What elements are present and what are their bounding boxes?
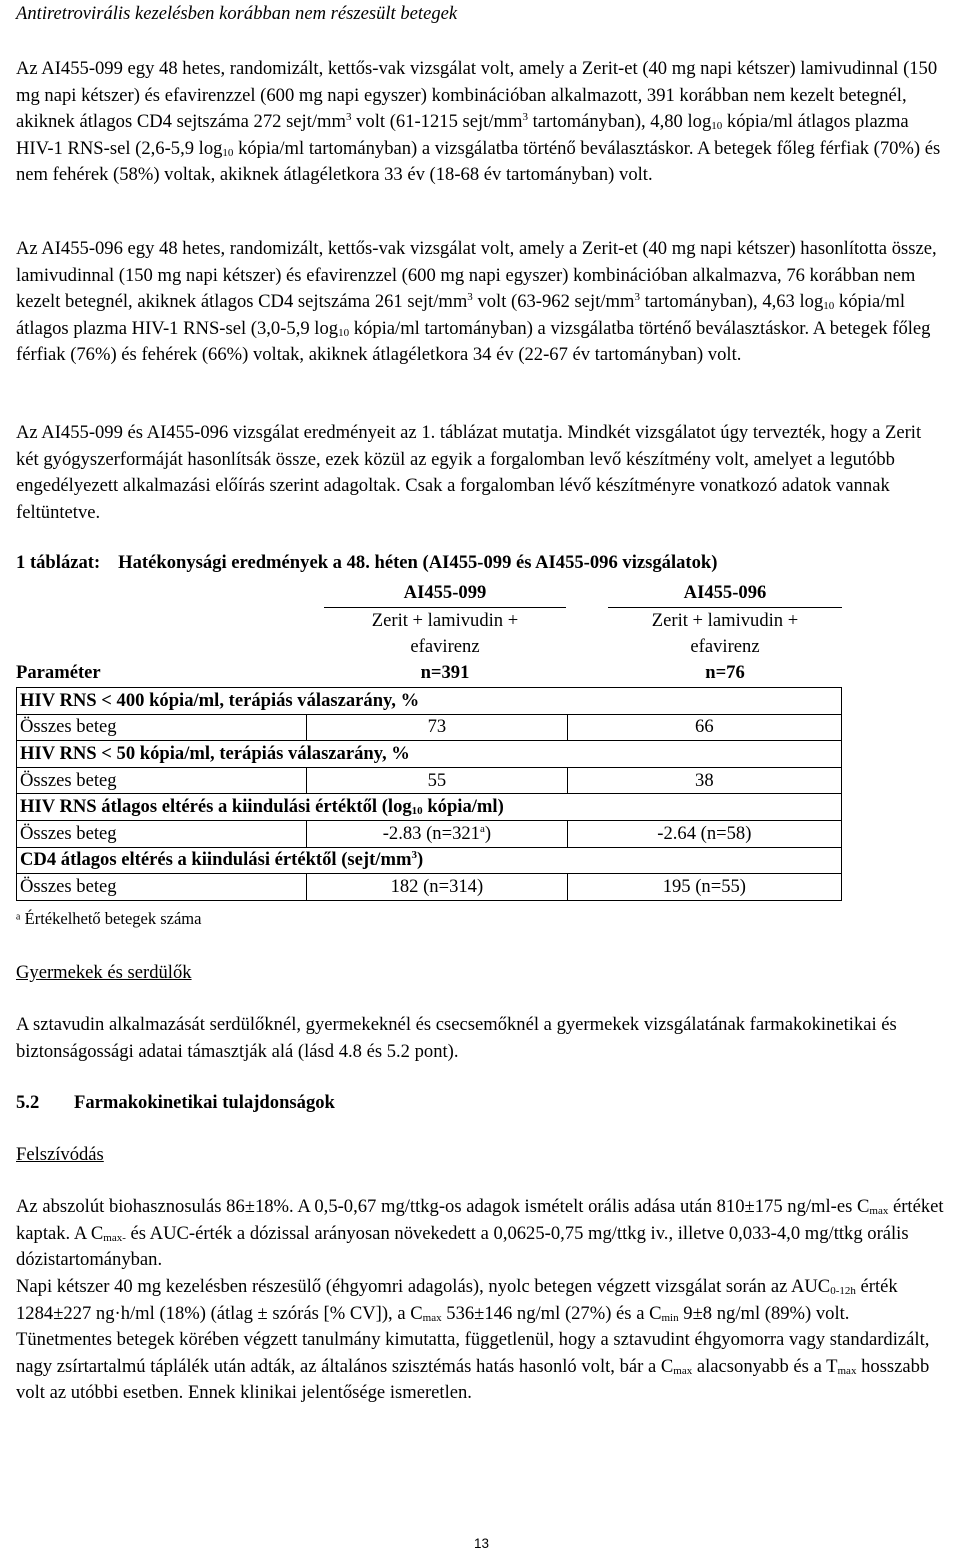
- column-header-regimen: efavirenz: [690, 636, 760, 657]
- text-run: érték 1284±227 ng·h/ml (18%) (átlag ± szórás [% CV]), a C: [16, 1276, 898, 1324]
- superscript: 3: [467, 291, 473, 303]
- subscript: 0-12h: [830, 1285, 856, 1297]
- text-run: 536±146 ng/ml (27%) és a C: [441, 1302, 662, 1324]
- table-section-label: [17, 794, 842, 821]
- text-run: kópia/ml): [422, 796, 504, 818]
- subscript: 10: [411, 805, 423, 818]
- table-row: [17, 714, 842, 741]
- table-caption-label: 1 táblázat:: [16, 552, 101, 573]
- subscript: max: [869, 1205, 889, 1217]
- table-cell-value: [307, 820, 568, 847]
- column-header-n: n=76: [705, 662, 745, 683]
- table-row: [17, 820, 842, 847]
- column-header-parameter: Paraméter: [16, 662, 101, 683]
- results-intro-paragraph: Az AI455-099 és AI455-096 vizsgálat eredményeit az 1. táblázat mutatja. Mindkét vizsgálatot úgy tervezték, hogy a Zerit két gyógyszerformáját hasonlítsák össze, ezek közül az egyik a forgalomban levő készítmény volt, amelyet a legutóbb engedélyezett alkalmazási előírás szerint adagoltak. Csak a forgalomban lévő készítményre vonatkozó adatok vannak feltüntetve.: [16, 422, 922, 523]
- column-header-regimen: Zerit + lamivudin +: [371, 610, 519, 631]
- subscript: min: [661, 1311, 679, 1324]
- text-run: volt (63-962 sejt/mm: [472, 291, 635, 312]
- table-cell-value: 38: [567, 767, 841, 794]
- section-title: Farmakokinetikai tulajdonságok: [74, 1092, 335, 1113]
- table-cell-label: Összes beteg: [17, 714, 307, 741]
- table-caption: [16, 550, 717, 576]
- table-section-row: [17, 688, 842, 715]
- table-cell-label: Összes beteg: [17, 767, 307, 794]
- text-run: volt (61-1215 sejt/mm: [351, 111, 523, 132]
- text-run: alacsonyabb és a T: [692, 1355, 838, 1377]
- text-run: kópia/ml tartományban) a vizsgálatba történő beválasztáskor. A betegek főleg férfiak (76%) és fehérek (66%) voltak, akiknek átlagéletkora 34 év (22-67 év tartományban) volt.: [16, 317, 931, 365]
- table-row: [17, 767, 842, 794]
- text-run: Az abszolút biohasznosulás 86±18%. A 0,5-0,67 mg/ttkg-os adagok ismételt orális adása után 810±175 ng/ml-es C: [16, 1196, 870, 1217]
- table-section-row: [17, 794, 842, 821]
- table-row: [17, 874, 842, 901]
- text-run: Napi kétszer 40 mg kezelésben részesülő (éhgyomri adagolás), nyolc betegen végzett vizsgálat során az AUC: [16, 1276, 831, 1297]
- text-run: és AUC-érték a dózissal arányosan növekedett a 0,0625-0,75 mg/ttkg iv., illetve 0,033-4,0 mg/ttkg orális dózistartományban.: [16, 1222, 909, 1270]
- table-cell-value: -2.64 (n=58): [567, 820, 841, 847]
- table-section-row: [17, 847, 842, 874]
- column-header-study-099: AI455-099: [403, 582, 487, 603]
- study-099-paragraph: [16, 56, 944, 189]
- efficacy-table-grid: [16, 687, 842, 901]
- table-cell-label: Összes beteg: [17, 874, 307, 901]
- subscript: max: [673, 1364, 693, 1377]
- superscript: 3: [411, 849, 417, 862]
- text-run: -2.83 (n=321: [382, 822, 480, 844]
- text-run: Az AI455-099 egy 48 hetes, randomizált, kettős-vak vizsgálat volt, amely a Zerit-et (40 mg napi kétszer) lamivudinnal (150 mg napi kétszer) és efavirenzzel (600 mg napi egyszer) kombinációban alkalmazott, 391 korábban nem kezelt betegnél, akiknek átlagos CD4 sejtszáma 272 sejt/mm: [16, 58, 938, 132]
- column-header-study-096: AI455-096: [683, 582, 767, 603]
- table-cell-value: 195 (n=55): [567, 874, 841, 901]
- table-cell-value: 182 (n=314): [307, 874, 568, 901]
- column-header-n: n=391: [420, 662, 470, 683]
- table-footnote: ᵃ Értékelhető betegek száma: [16, 909, 202, 928]
- superscript: 3: [522, 111, 528, 123]
- text-run: hosszabb volt az utóbbi esetben. Ennek klinikai jelentősége ismeretlen.: [16, 1355, 930, 1403]
- table-cell-value: 73: [307, 714, 568, 741]
- subscript: 10: [338, 326, 350, 339]
- table-cell-value: 55: [307, 767, 568, 794]
- text-run: ): [416, 849, 424, 871]
- page-header-title: Antiretrovirális kezelésben korábban nem részesült betegek: [16, 3, 458, 24]
- subscript: 10: [823, 300, 835, 312]
- children-paragraph: A sztavudin alkalmazását serdülőknél, gyermekeknél és csecsemőknél a gyermekek vizsgálatának farmakokinetikai és biztonságossági adatai támasztják alá (lásd 4.8 és 5.2 pont).: [16, 1014, 897, 1062]
- subscript: 10: [711, 120, 723, 132]
- children-heading: Gyermekek és serdülők: [16, 962, 192, 983]
- text-run: Az AI455-096 egy 48 hetes, randomizált, kettős-vak vizsgálat volt, amely a Zerit-et (40 mg napi kétszer) hasonlította össze, lamivudinnal (150 mg napi kétszer) és efavirenzzel (600 mg napi egyszer) kombinációban alkalmazva, 76 korábban nem kezelt betegnél, akiknek átlagos CD4 sejtszáma 261 sejt/mm: [16, 238, 937, 312]
- text-run: kópia/ml átlagos plazma HIV-1 RNS-sel (3,0-5,9 log: [16, 291, 906, 339]
- section-heading: [16, 1090, 335, 1116]
- page-number: 13: [474, 1536, 490, 1551]
- column-header-regimen: Zerit + lamivudin +: [651, 610, 799, 631]
- study-096-paragraph: [16, 236, 944, 369]
- table-section-label: [17, 847, 842, 874]
- bioavailability-paragraph: [16, 1194, 944, 1274]
- text-run: CD4 átlagos eltérés a kiindulási értéktől (sejt/mm: [20, 849, 412, 871]
- table-section-label: HIV RNS < 400 kópia/ml, terápiás válaszarány, %: [17, 688, 842, 715]
- text-run: kópia/ml átlagos plazma HIV-1 RNS-sel (2,6-5,9 log: [16, 111, 909, 159]
- column-header-regimen: efavirenz: [410, 636, 480, 657]
- text-run: tartományban), 4,80 log: [527, 111, 712, 132]
- table-caption-title: Hatékonysági eredmények a 48. héten (AI455-099 és AI455-096 vizsgálatok): [118, 552, 718, 573]
- superscript: 3: [634, 291, 640, 303]
- text-run: értéket kaptak. A C: [16, 1196, 944, 1244]
- table-section-row: [17, 741, 842, 768]
- table-cell-value: 66: [567, 714, 841, 741]
- superscript: 3: [345, 111, 352, 123]
- table-section-label: HIV RNS < 50 kópia/ml, terápiás válaszarány, %: [17, 741, 842, 768]
- text-run: HIV RNS átlagos eltérés a kiindulási értéktől (log: [20, 796, 412, 818]
- text-run: ): [484, 822, 492, 844]
- pharmacokinetics-paragraph: [16, 1274, 944, 1407]
- text-run: 9±8 ng/ml (89%) volt. Tünetmentes betegek körében végzett tanulmány kimutatta, függetlenül, hogy a sztavudint éhgyomorra vagy standardizált, nagy zsírtartalmú táplálék után adták, az általános szisztémás hatás hasonló volt, bár a C: [16, 1302, 930, 1377]
- text-run: tartományban), 4,63 log: [639, 291, 824, 312]
- superscript: a: [479, 822, 485, 835]
- absorption-heading: Felszívódás: [16, 1144, 104, 1165]
- text-run: kópia/ml tartományban) a vizsgálatba történő beválasztáskor. A betegek főleg férfiak (70%) és nem fehérek (58%) voltak, akiknek átlagéletkora 33 év (18-68 év tartományban) volt.: [16, 137, 941, 185]
- table-cell-label: Összes beteg: [17, 820, 307, 847]
- subscript: max: [837, 1364, 857, 1377]
- subscript: 10: [222, 146, 234, 159]
- subscript: max: [422, 1311, 442, 1324]
- section-number: 5.2: [16, 1092, 40, 1113]
- subscript: max-: [103, 1231, 126, 1244]
